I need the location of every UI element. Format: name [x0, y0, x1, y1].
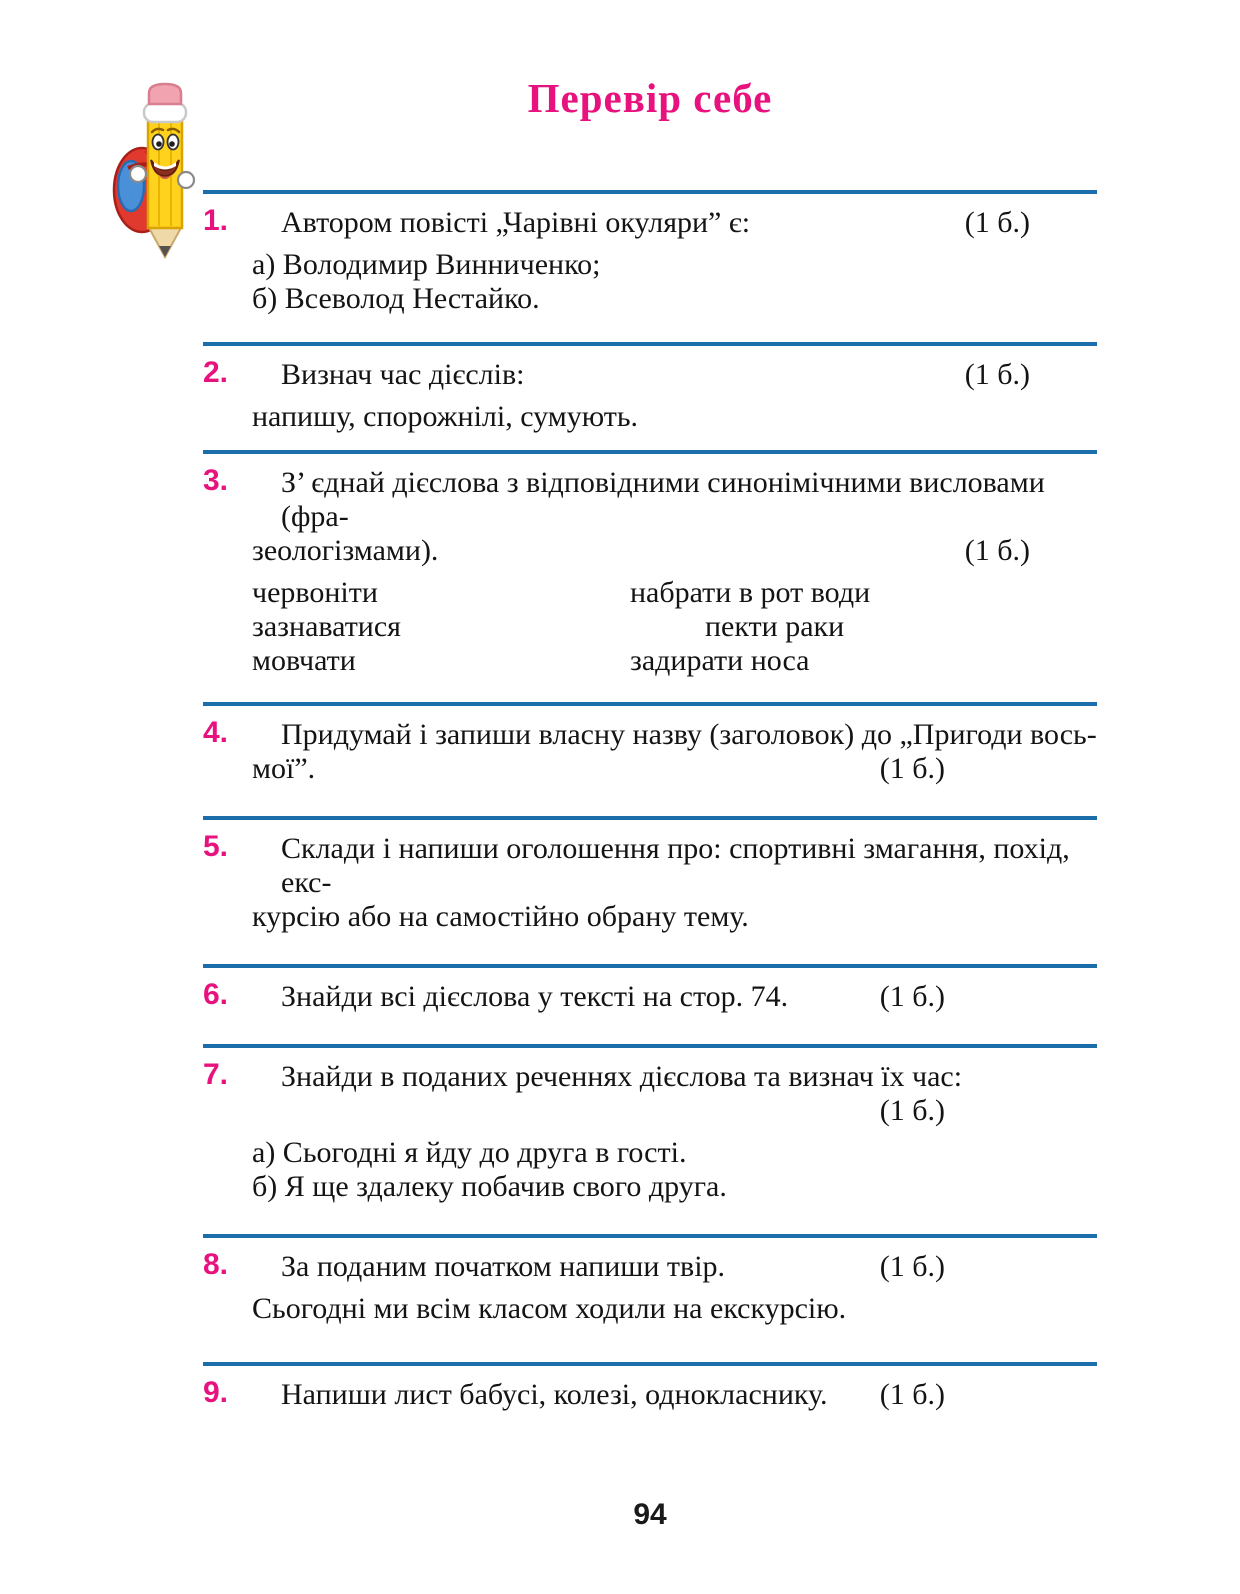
- score-label: (1 б.): [879, 752, 945, 785]
- answer-option: б) Всеволод Нестайко.: [252, 282, 540, 315]
- exercise-content: [203, 454, 1097, 702]
- task-text: Придумай і запиши власну назву (заголовок) до „Пригоди вось-: [281, 718, 1097, 751]
- task-text: Знайди всі дієслова у тексті на стор. 74.: [281, 980, 789, 1013]
- exercise-content: [203, 1048, 1097, 1234]
- task-text: З’ єднай дієслова з відповідними синонімічними висловами (фра-: [281, 466, 1053, 533]
- score-label: (1 б.): [964, 358, 1030, 391]
- exercise-content: [203, 820, 1097, 964]
- task-text: Визнач час дієслів:: [281, 358, 525, 391]
- match-right-item: набрати в рот води: [630, 576, 871, 609]
- score-label: (1 б.): [879, 1094, 945, 1127]
- task-text: курсію або на самостійно обрану тему.: [252, 900, 749, 933]
- task-text: За поданим початком напиши твір.: [281, 1250, 726, 1283]
- body-line: Сьогодні ми всім класом ходили на екскурсію.: [252, 1292, 847, 1325]
- task-text: зеологізмами).: [252, 534, 439, 567]
- task-text: Знайди в поданих реченнях дієслова та визнач їх час:: [281, 1060, 963, 1093]
- exercise-number: 6.: [203, 978, 229, 1011]
- exercise-block-7: [203, 1044, 1097, 1234]
- exercise-number: 1.: [203, 204, 229, 237]
- task-line: [252, 206, 1097, 240]
- match-left-item: червоніти: [252, 576, 378, 609]
- body-lines: [252, 400, 1097, 434]
- match-row: [252, 576, 1097, 610]
- exercise-body: [203, 454, 1097, 702]
- task-line: [252, 980, 1097, 1014]
- answer-options: [252, 248, 1097, 316]
- exercise-number: 9.: [203, 1376, 229, 1409]
- exercise-body: [203, 1048, 1097, 1234]
- match-right-item: задирати носа: [630, 644, 810, 677]
- exercise-content: [203, 346, 1097, 450]
- task-text: Автором повісті „Чарівні окуляри” є:: [281, 206, 751, 239]
- task-line: [252, 466, 1097, 534]
- exercise-content: [203, 1366, 1097, 1422]
- exercise-block-3: [203, 450, 1097, 702]
- exercise-block-9: [203, 1362, 1097, 1422]
- exercise-content: [203, 194, 1097, 342]
- exercise-body: [203, 194, 1097, 342]
- score-label: (1 б.): [879, 1378, 945, 1411]
- exercise-content: [203, 968, 1097, 1044]
- exercise-block-2: [203, 342, 1097, 450]
- score-label: (1 б.): [964, 206, 1030, 239]
- score-label: (1 б.): [879, 1250, 945, 1283]
- exercise-block-5: [203, 816, 1097, 964]
- task-line: [252, 718, 1097, 752]
- exercise-body: [203, 1366, 1097, 1422]
- task-line: [252, 358, 1097, 392]
- task-text: мої”.: [252, 752, 316, 785]
- exercise-number: 7.: [203, 1058, 229, 1091]
- exercise-number: 5.: [203, 830, 229, 863]
- body-line: напишу, спорожнілі, сумують.: [252, 400, 639, 433]
- match-row: [252, 610, 1097, 644]
- task-text: Склади і напиши оголошення про: спортивні змагання, похід, екс-: [281, 832, 1078, 899]
- exercise-block-4: [203, 702, 1097, 816]
- task-line: [252, 1060, 1097, 1094]
- answer-option: а) Володимир Винниченко;: [252, 248, 601, 281]
- exercise-number: 8.: [203, 1248, 229, 1281]
- exercise-content: [203, 706, 1097, 816]
- task-line: [252, 900, 1097, 934]
- exercise-number: 3.: [203, 464, 229, 497]
- exercise-block-1: [203, 190, 1097, 342]
- match-columns: [252, 576, 1097, 678]
- match-left-item: мовчати: [252, 644, 356, 677]
- answer-option: а) Сьогодні я йду до друга в гості.: [252, 1136, 687, 1169]
- exercise-block-8: [203, 1234, 1097, 1362]
- exercise-body: [203, 1238, 1097, 1362]
- exercise-list: [203, 190, 1097, 1422]
- body-lines: [252, 1292, 1097, 1326]
- task-line: [252, 1094, 1097, 1128]
- exercise-number: 2.: [203, 356, 229, 389]
- match-right-item: пекти раки: [705, 610, 845, 643]
- page-title: Перевір себе: [527, 75, 773, 121]
- task-line: [252, 1378, 1097, 1412]
- score-label: (1 б.): [879, 980, 945, 1013]
- exercise-body: [203, 346, 1097, 450]
- score-label: (1 б.): [964, 534, 1030, 567]
- match-left-item: зазнаватися: [252, 610, 401, 643]
- exercise-content: [203, 1238, 1097, 1362]
- task-line: [252, 1250, 1097, 1284]
- exercise-body: [203, 968, 1097, 1044]
- exercise-number: 4.: [203, 716, 229, 749]
- answer-options: [252, 1136, 1097, 1204]
- pencil-mascot: [112, 76, 208, 260]
- page-number: 94: [633, 1498, 667, 1531]
- match-row: [252, 644, 1097, 678]
- task-line: [252, 534, 1097, 568]
- exercise-body: [203, 706, 1097, 816]
- task-text: Напиши лист бабусі, колезі, однокласнику.: [281, 1378, 828, 1411]
- exercise-body: [203, 820, 1097, 964]
- task-line: [252, 752, 1097, 786]
- exercise-block-6: [203, 964, 1097, 1044]
- task-line: [252, 832, 1097, 900]
- answer-option: б) Я ще здалеку побачив свого друга.: [252, 1170, 727, 1203]
